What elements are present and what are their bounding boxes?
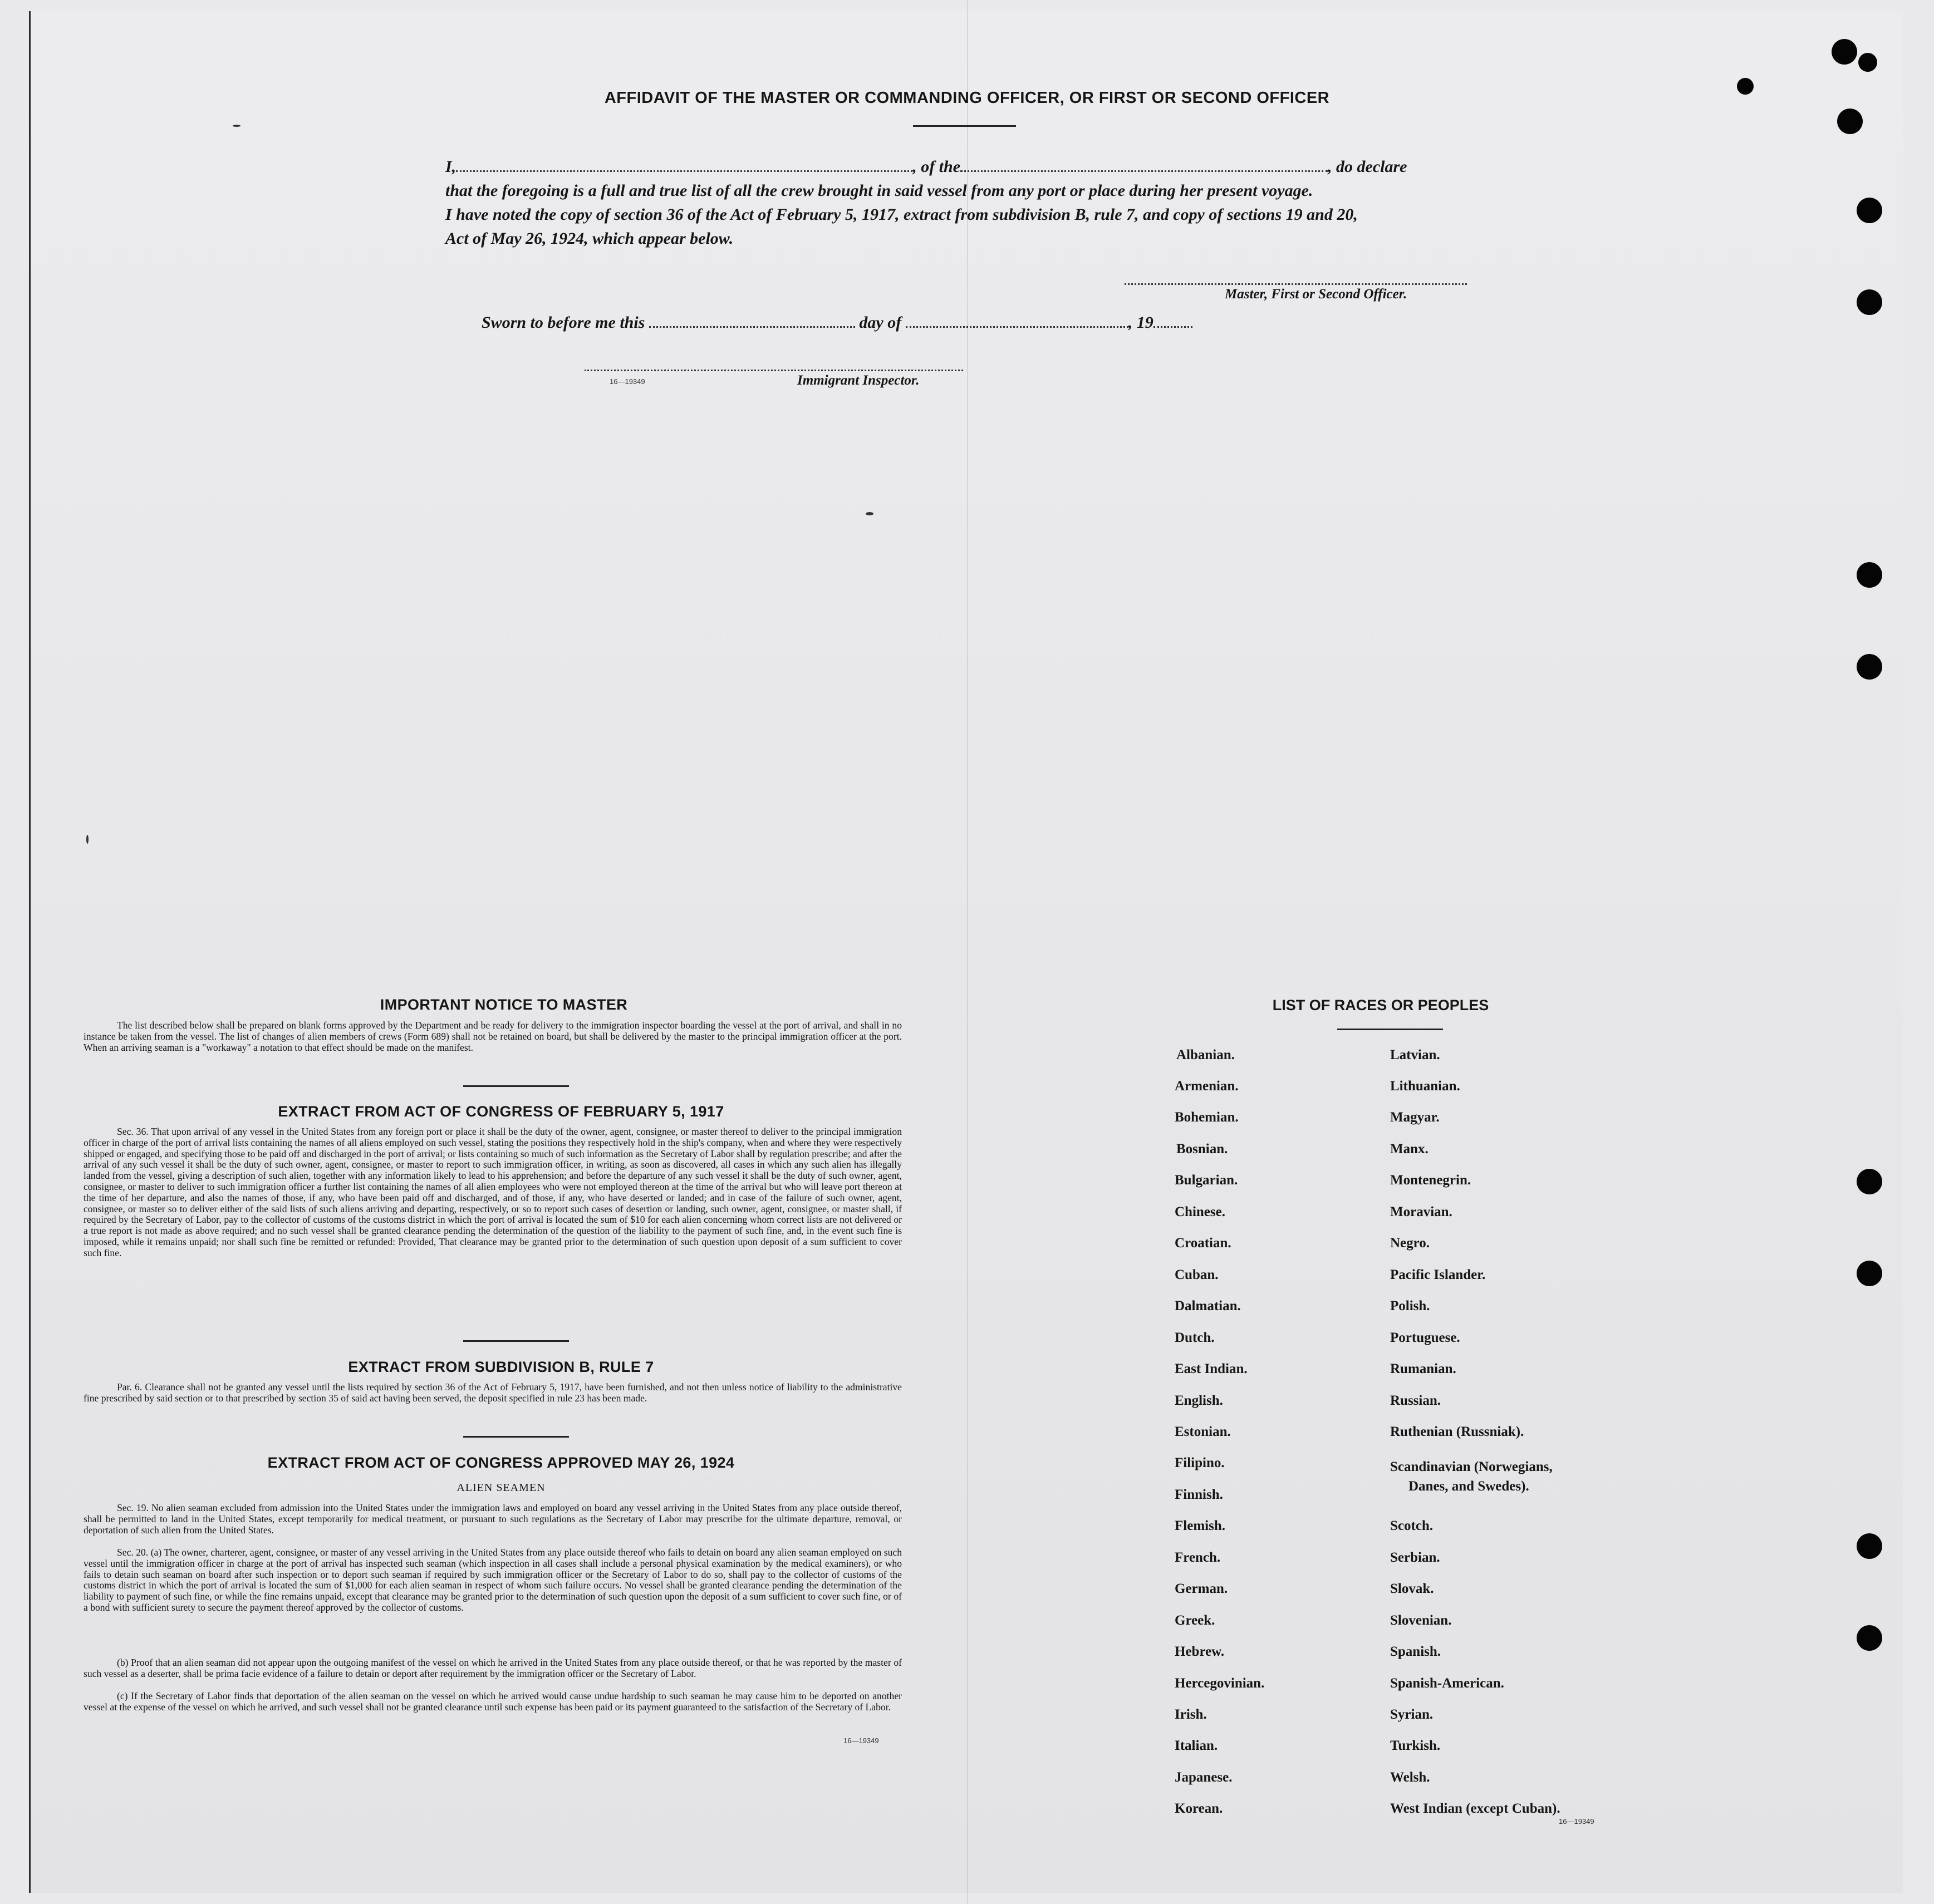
inspector-signature-blank (585, 367, 963, 371)
scan-speck (866, 512, 873, 515)
race-item: East Indian. (1175, 1361, 1248, 1376)
rule-7-text: Par. 6. Clearance shall not be granted any vessel until the lists required by section 36 of the Act of February 5, 1917, have been furnished, and not then unless notice of liability to the administrative fine prescribed by said section or to that prescribed by section 35 of said act having been served, the deposit specified in rule 23 has been made. (84, 1381, 902, 1404)
race-item: Rumanian. (1390, 1361, 1456, 1376)
race-item: Bosnian. (1176, 1142, 1228, 1157)
race-item: Flemish. (1175, 1518, 1225, 1533)
year-blank (1153, 324, 1192, 328)
race-item: Moravian. (1390, 1204, 1452, 1219)
punch-hole (1857, 289, 1882, 315)
name-blank (456, 168, 912, 172)
sec-20c-text: (c) If the Secretary of Labor finds that deportation of the alien seaman on the vessel on which he arrived would cause undue hardship to such seaman he may cause him to be deported on another vessel at the expense of the vessel on which he arrived, and such vessel shall not be granted clearance until such expense has been paid or its payment guaranteed to the satisfaction of the Secretary of Labor. (84, 1690, 902, 1713)
race-item: Korean. (1175, 1801, 1223, 1816)
master-signature-label: Master, First or Second Officer. (1225, 287, 1407, 302)
master-signature-blank (1125, 281, 1467, 285)
sec-19-text: Sec. 19. No alien seaman excluded from admission into the United States under the immigration laws and employed on board any vessel arriving in the United States from any place outside thereof, shall be permitted to land in the United States, except temporarily for medical treatment, or pursuant to such regulations as the Secretary of Labor may prescribe for the ultimate departure, removal, or deportation of such alien from the United States. (84, 1502, 902, 1536)
affidavit-declare-label: , do declare (1328, 158, 1407, 176)
race-item: Irish. (1175, 1707, 1207, 1722)
race-item: Pacific Islander. (1390, 1267, 1486, 1282)
race-item: Cuban. (1175, 1267, 1219, 1282)
race-item: Albanian. (1176, 1047, 1235, 1062)
act-1924-heading: EXTRACT FROM ACT OF CONGRESS APPROVED MAY 26, 1924 (267, 1454, 735, 1471)
punch-hole (1837, 109, 1863, 134)
race-item: German. (1175, 1581, 1228, 1596)
race-item: Ruthenian (Russniak). (1390, 1424, 1524, 1439)
punch-hole (1832, 39, 1857, 65)
race-item: Serbian. (1390, 1550, 1440, 1565)
race-item: West Indian (except Cuban). (1390, 1801, 1560, 1816)
race-item: Portuguese. (1390, 1330, 1460, 1345)
race-item: Scotch. (1390, 1518, 1434, 1533)
race-item: Hebrew. (1175, 1644, 1225, 1659)
race-item: Magyar. (1390, 1110, 1440, 1125)
race-item: Dalmatian. (1175, 1298, 1241, 1313)
section-divider (463, 1085, 569, 1087)
race-item: Syrian. (1390, 1707, 1434, 1722)
race-item: Lithuanian. (1390, 1079, 1460, 1094)
affidavit-i-label: I, (445, 158, 456, 176)
sec-20a-text: Sec. 20. (a) The owner, charterer, agent, consignee, or master of any vessel arriving in the United States from any place outside thereof who fails to detain on board any alien seaman employed on such vessel until the immigration officer in charge at the port of arrival has inspected such seaman (which inspection in all cases shall include a personal physical examination by the medical examiners), or who fails to detain such seaman on board after such inspection or to deport such seaman if required by such immigration officer or the Secretary of Labor to do so, shall pay to the collector of customs of the customs district in which the port of arrival is located the sum of $1,000 for each alien seaman in respect of whom such failure occurs. No vessel shall be granted clearance pending the determination of the liability to payment of such fine, or while the fine remains unpaid, except that clearance may be granted prior to the determination of such question upon the deposit of a sum sufficient to cover such fine, or of a bond with sufficient surety to secure the payment thereof approved by the collector of customs. (84, 1547, 902, 1613)
race-item: Bohemian. (1175, 1110, 1239, 1125)
race-item: Greek. (1175, 1613, 1215, 1628)
section-divider (463, 1436, 569, 1438)
race-item: Spanish. (1390, 1644, 1441, 1659)
sec-20b-text: (b) Proof that an alien seaman did not appear upon the outgoing manifest of the vessel on which he arrived in the United States from any place outside thereof, or that he was reported by the master of such vessel as a deserter, shall be prima facie evidence of a failure to detain or deport after requirement by the immigration officer or the Secretary of Labor. (84, 1657, 902, 1679)
affidavit-title: AFFIDAVIT OF THE MASTER OR COMMANDING OFFICER, OR FIRST OR SECOND OFFICER (604, 89, 1330, 107)
title-divider (913, 125, 1016, 127)
race-item: Danes, and Swedes). (1408, 1479, 1529, 1494)
race-item: Latvian. (1390, 1047, 1440, 1062)
races-divider (1337, 1029, 1443, 1030)
race-item: Estonian. (1175, 1424, 1231, 1439)
punch-hole (1857, 654, 1882, 680)
fold-line (967, 0, 968, 1904)
race-item: Manx. (1390, 1142, 1429, 1157)
race-item: Bulgarian. (1175, 1173, 1238, 1188)
act-1917-text: Sec. 36. That upon arrival of any vessel in the United States from any foreign port or place it shall be the duty of the owner, agent, consignee, or master thereof to deliver to the principal immigration officer in charge of the port of arrival lists containing the names of all aliens employed on such vessel, stating the positions they respectively hold in the ship's company, when and where they were respectively shipped or engaged, and specifying those to be paid off and discharged in the port of arrival; or lists containing so much of such information as the Secretary of Labor shall by regulation prescribe; and after the arrival of any such vessel it shall be the duty of such owner, agent, consignee, or master to report to such immigration officer, in writing, as soon as discovered, all cases in which any such alien has illegally landed from the vessel, giving a description of such alien, together with any information likely to lead to his apprehension; and before the departure of any such vessel it shall be the duty of such owner, agent, consignee, or master to deliver to such immigration officer a further list containing the names of all alien employees who were not employed thereon at the time of the arrival but who will leave port thereon at the time of her departure, and also the names of those, if any, who have been paid off and discharged, and of those, if any, who have deserted or landed; and in case of the failure of such owner, agent, consignee, or master so to deliver either of the said lists of such aliens arriving and departing, respectively, or so to report such cases of desertion or landing, such owner, agent, consignee, or master shall, if required by the Secretary of Labor, pay to the collector of customs of the customs district in which the port of arrival is located the sum of $10 for each alien concerning whom correct lists are not delivered or a true report is not made as above required; and no such vessel shall be granted clearance pending the determination of the question of the liability to the payment of such fine, and, in the event such fine is imposed, while it remains unpaid; nor shall such fine be remitted or refunded: Provided, That clearance may be granted prior to the determination of such question upon deposit of a sum sufficient to cover such fine. (84, 1126, 902, 1258)
affidavit-of-the-label: , of the (912, 158, 961, 176)
day-of-label: day of (859, 313, 902, 332)
race-item: Slovenian. (1390, 1613, 1452, 1628)
races-heading: LIST OF RACES OR PEOPLES (1272, 997, 1489, 1014)
race-item: Polish. (1390, 1298, 1430, 1313)
race-item: Filipino. (1175, 1455, 1225, 1470)
punch-hole (1857, 1533, 1882, 1559)
affidavit-line-2: that the foregoing is a full and true list of all the crew brought in said vessel from any port or place during her present voyage. (445, 181, 1313, 200)
rule-7-heading: EXTRACT FROM SUBDIVISION B, RULE 7 (348, 1359, 654, 1375)
notice-text: The list described below shall be prepared on blank forms approved by the Department and be ready for delivery to the immigration inspector boarding the vessel at the port of arrival, and shall in no instance be taken from the vessel. The list of changes of alien members of crews (Form 689) shall not be retained on board, but shall be delivered by the master to the principal immigration officer at the port. When an arriving seaman is a "workaway" a notation to that effect should be made on the manifest. (84, 1020, 902, 1053)
punch-hole (1857, 1625, 1882, 1651)
sworn-line (482, 313, 1192, 332)
race-item: Turkish. (1390, 1738, 1441, 1753)
affidavit-line-3: I have noted the copy of section 36 of the Act of February 5, 1917, extract from subdivision B, rule 7, and copy of sections 19 and 20, (445, 205, 1358, 224)
form-number-top: 16—19349 (610, 377, 645, 386)
race-item: Negro. (1390, 1236, 1430, 1251)
race-item: Welsh. (1390, 1770, 1430, 1785)
form-number-bottom-left: 16—19349 (843, 1736, 879, 1745)
punch-hole (1857, 562, 1882, 588)
race-item: Spanish-American. (1390, 1676, 1504, 1691)
race-item: Chinese. (1175, 1204, 1225, 1219)
section-divider (463, 1340, 569, 1342)
form-number-bottom-right: 16—19349 (1559, 1817, 1594, 1826)
punch-hole (1857, 198, 1882, 223)
race-item: Scandinavian (Norwegians, (1390, 1459, 1553, 1474)
race-item: Italian. (1175, 1738, 1218, 1753)
affidavit-declaration-line (445, 158, 1407, 176)
day-blank (649, 324, 855, 328)
notice-heading: IMPORTANT NOTICE TO MASTER (380, 996, 628, 1013)
scan-speck (233, 125, 240, 127)
punch-hole (1857, 1261, 1882, 1286)
race-item: English. (1175, 1393, 1223, 1408)
race-item: Russian. (1390, 1393, 1441, 1408)
race-item: Finnish. (1175, 1487, 1223, 1502)
sworn-label: Sworn to before me this (482, 313, 645, 332)
race-item: Croatian. (1175, 1236, 1231, 1251)
year-prefix: , 19 (1128, 313, 1153, 332)
act-1917-heading: EXTRACT FROM ACT OF CONGRESS OF FEBRUARY 5, 1917 (278, 1103, 724, 1120)
affidavit-line-4: Act of May 26, 1924, which appear below. (445, 229, 734, 248)
race-item: Montenegrin. (1390, 1173, 1471, 1188)
race-item: Hercegovinian. (1175, 1676, 1265, 1691)
punch-hole (1857, 1169, 1882, 1194)
race-item: French. (1175, 1550, 1221, 1565)
race-item: Japanese. (1175, 1770, 1233, 1785)
race-item: Armenian. (1175, 1079, 1239, 1094)
race-item: Dutch. (1175, 1330, 1215, 1345)
punch-hole (1858, 53, 1877, 72)
inspector-label: Immigrant Inspector. (797, 373, 920, 388)
scan-speck (86, 835, 89, 844)
month-blank (906, 324, 1128, 328)
vessel-blank (960, 168, 1328, 172)
race-item: Slovak. (1390, 1581, 1434, 1596)
alien-seamen-subheading: ALIEN SEAMEN (456, 1482, 546, 1494)
